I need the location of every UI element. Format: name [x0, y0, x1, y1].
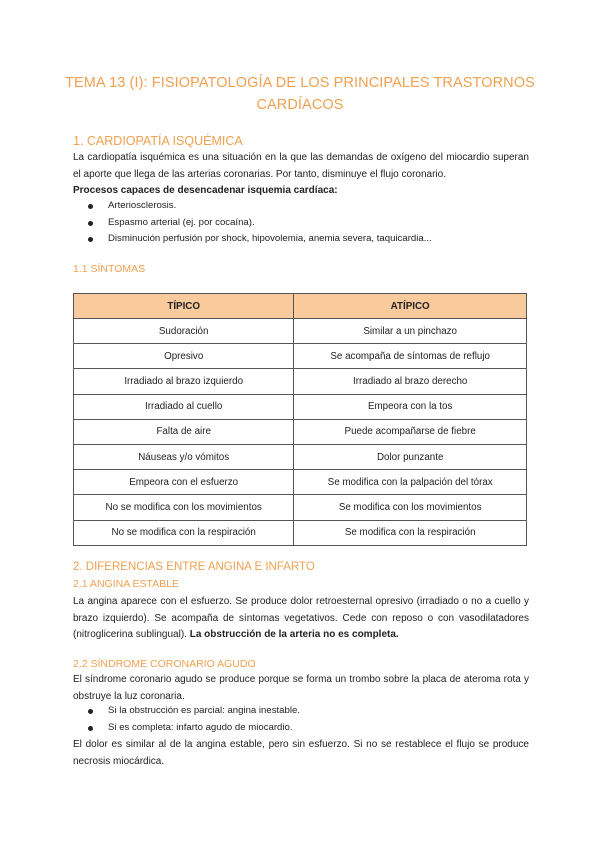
page-title-line-1: TEMA 13 (I): FISIOPATOLOGÍA DE LOS PRINCIPALES TRASTORNOS: [65, 75, 535, 91]
processes-label: Procesos capaces de desencadenar isquemia cardíaca:: [73, 185, 338, 196]
table-cell: Se modifica con la respiración: [294, 520, 527, 545]
symptoms-table: [73, 293, 527, 546]
table-cell: Empeora con la tos: [294, 394, 527, 419]
list-item: Arteriosclerosis.: [73, 198, 529, 215]
table-cell: Irradiado al brazo derecho: [294, 369, 527, 394]
page-title-line-2: CARDÍACOS: [256, 97, 344, 113]
table-cell: Se modifica con la palpación del tórax: [294, 470, 527, 495]
table-cell: Se modifica con los movimientos: [294, 495, 527, 520]
section-2-1-text: [73, 594, 529, 644]
table-header-row: [74, 294, 527, 319]
section-1-1-heading: 1.1 SÍNTOMAS: [73, 263, 146, 275]
list-item: Si es completa: infarto agudo de miocardio.: [73, 720, 529, 737]
table-row: [74, 319, 527, 344]
table-row: [74, 470, 527, 495]
section-1-heading: 1. CARDIOPATÍA ISQUÉMICA: [73, 134, 243, 148]
table-cell: Empeora con el esfuerzo: [74, 470, 294, 495]
table-row: [74, 444, 527, 469]
section-1-intro: La cardiopatía isquémica es una situación en la que las demandas de oxígeno del miocardio superan el aporte que llega de las arterias coronarias. Por tanto, disminuye el flujo coronario.: [73, 152, 529, 180]
column-header-typical: TÍPICO: [74, 294, 294, 319]
table-cell: No se modifica con la respiración: [74, 520, 294, 545]
section-2-2-heading: 2.2 SÍNDROME CORONARIO AGUDO: [73, 658, 256, 670]
table-cell: Se acompaña de síntomas de reflujo: [294, 344, 527, 369]
table-cell: Similar a un pinchazo: [294, 319, 527, 344]
processes-list: [73, 198, 529, 248]
section-2-2-closing: El dolor es similar al de la angina estable, pero sin esfuerzo. Si no se restablece el flujo se produce necrosis miocárdica.: [73, 739, 529, 767]
list-item: Disminución perfusión por shock, hipovolemia, anemia severa, taquicardia...: [73, 231, 529, 248]
section-2-2-text: El síndrome coronario agudo se produce porque se forma un trombo sobre la placa de ateroma rota y obstruye la luz coronaria.: [73, 674, 529, 702]
section-2-heading: 2. DIFERENCIAS ENTRE ANGINA E INFARTO: [73, 561, 315, 573]
table-row: [74, 419, 527, 444]
table-row: [74, 520, 527, 545]
page-title: [60, 72, 540, 116]
list-item: Espasmo arterial (ej. por cocaína).: [73, 215, 529, 232]
table-cell: Náuseas y/o vómitos: [74, 444, 294, 469]
column-header-atypical: ATÍPICO: [294, 294, 527, 319]
table-cell: Irradiado al cuello: [74, 394, 294, 419]
table-cell: Dolor punzante: [294, 444, 527, 469]
table-cell: Opresivo: [74, 344, 294, 369]
sca-list: [73, 703, 529, 736]
angina-key-point: La obstrucción de la arteria no es completa.: [189, 629, 399, 640]
angina-description: La angina aparece con el esfuerzo. Se produce dolor retroesternal opresivo (irradiado o no a cuello y brazo izquierdo). Se acompaña de síntomas vegetativos. Cede con reposo o con vasodilatadores (nitroglicerina sublingual).: [73, 596, 529, 640]
table-row: [74, 394, 527, 419]
table-cell: Irradiado al brazo izquierdo: [74, 369, 294, 394]
table-row: [74, 344, 527, 369]
list-item: Si la obstrucción es parcial: angina inestable.: [73, 703, 529, 720]
table-cell: Puede acompañarse de fiebre: [294, 419, 527, 444]
section-2-1-heading: 2.1 ANGINA ESTABLE: [73, 578, 180, 590]
table-cell: Falta de aire: [74, 419, 294, 444]
table-row: [74, 369, 527, 394]
table-cell: Sudoración: [74, 319, 294, 344]
table-cell: No se modifica con los movimientos: [74, 495, 294, 520]
table-row: [74, 495, 527, 520]
